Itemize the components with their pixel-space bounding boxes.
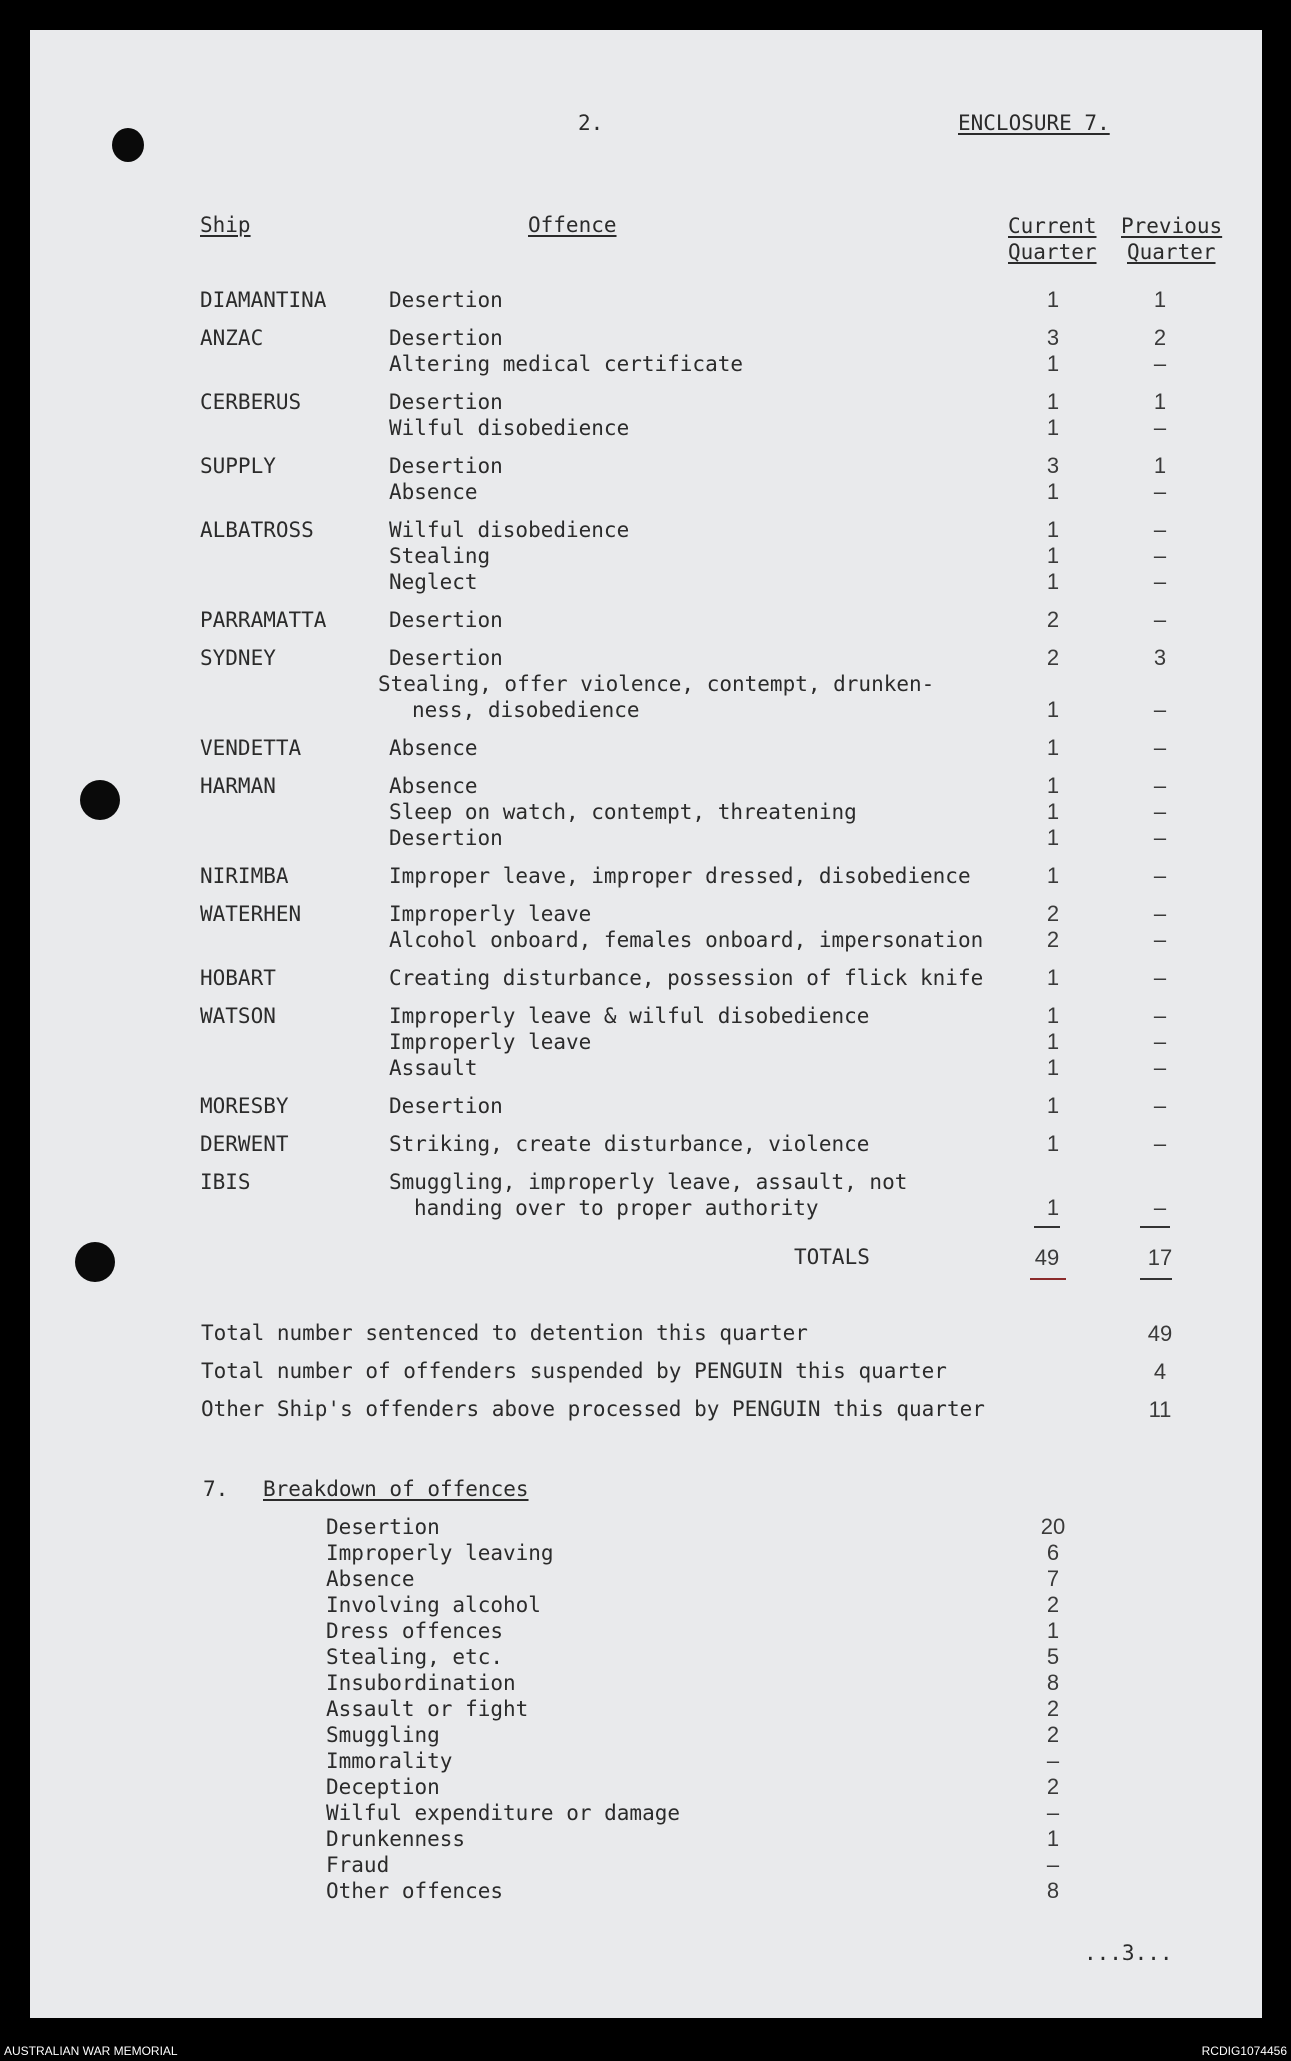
offence-text: Improperly leave [389, 902, 592, 926]
offence-text: Assault [389, 1056, 478, 1080]
list-item-value: 2 [1046, 1592, 1060, 1617]
offence-text: Stealing [389, 544, 491, 568]
offence-text: Improperly leave [389, 1030, 592, 1054]
summary-label: Other Ship's offenders above processed by PENGUIN this quarter [201, 1397, 985, 1421]
current-count: 1 [1046, 1131, 1060, 1156]
list-item: Assault or fight [326, 1697, 529, 1721]
ship-name: MORESBY [200, 1094, 289, 1118]
summary-label: Total number of offenders suspended by PENGUIN this quarter [201, 1359, 947, 1383]
list-item: Absence [326, 1567, 415, 1591]
offence-text: Absence [389, 480, 478, 504]
list-item-value: 2 [1046, 1696, 1060, 1721]
summary-label: Total number sentenced to detention this quarter [201, 1321, 808, 1345]
current-count: 1 [1046, 389, 1060, 414]
section-title: Breakdown of offences [263, 1477, 529, 1501]
footer-archive-name: AUSTRALIAN WAR MEMORIAL [4, 2044, 178, 2058]
totals-rule-current [1034, 1226, 1060, 1228]
offence-text: Desertion [389, 608, 503, 632]
ship-name: PARRAMATTA [200, 608, 327, 632]
page-number: 2. [578, 111, 604, 135]
list-item-value: 8 [1046, 1670, 1060, 1695]
list-item-value: 20 [1040, 1514, 1066, 1539]
enclosure-label: ENCLOSURE 7. [958, 111, 1110, 135]
current-count: 1 [1046, 287, 1060, 312]
offence-text: Desertion [389, 826, 503, 850]
previous-count: – [1153, 351, 1167, 376]
previous-count: – [1153, 607, 1167, 632]
list-item: Improperly leaving [326, 1541, 554, 1565]
previous-count: – [1153, 1055, 1167, 1080]
header-previous-2: Quarter [1127, 240, 1216, 264]
ship-name: SUPPLY [200, 454, 276, 478]
totals-current: 49 [1034, 1245, 1060, 1270]
current-count: 1 [1046, 1195, 1060, 1220]
list-item: Desertion [326, 1515, 440, 1539]
punch-hole-top [112, 128, 144, 162]
offence-text: Improperly leave & wilful disobedience [389, 1004, 870, 1028]
list-item-value: 6 [1046, 1540, 1060, 1565]
previous-count: – [1153, 863, 1167, 888]
list-item-value: – [1046, 1800, 1060, 1825]
offence-text: Desertion [389, 1094, 503, 1118]
current-count: 1 [1046, 735, 1060, 760]
ship-name: ANZAC [200, 326, 264, 350]
previous-count: 2 [1153, 325, 1167, 350]
header-offence: Offence [528, 213, 617, 237]
previous-count: – [1153, 735, 1167, 760]
current-count: 1 [1046, 825, 1060, 850]
previous-count: – [1153, 415, 1167, 440]
offence-text: ness, disobedience [412, 698, 640, 722]
list-item-value: – [1046, 1748, 1060, 1773]
previous-count: – [1153, 1003, 1167, 1028]
header-current-1: Current [1008, 214, 1097, 238]
offence-text: Desertion [389, 326, 503, 350]
current-count: 1 [1046, 1093, 1060, 1118]
previous-count: – [1153, 569, 1167, 594]
previous-count: – [1153, 825, 1167, 850]
current-count: 3 [1046, 453, 1060, 478]
list-item: Immorality [326, 1749, 453, 1773]
offence-text: Sleep on watch, contempt, threatening [389, 800, 857, 824]
ship-name: DIAMANTINA [200, 288, 327, 312]
previous-count: – [1153, 1195, 1167, 1220]
offence-text: Stealing, offer violence, contempt, drunken- [378, 672, 935, 696]
current-count: 1 [1046, 799, 1060, 824]
ship-name: ALBATROSS [200, 518, 314, 542]
offence-text: Neglect [389, 570, 478, 594]
current-count: 2 [1046, 645, 1060, 670]
ship-name: WATSON [200, 1004, 276, 1028]
ship-name: SYDNEY [200, 646, 276, 670]
offence-text: Striking, create disturbance, violence [389, 1132, 870, 1156]
footer-record-id: RCDIG1074456 [1201, 2044, 1287, 2058]
current-count: 1 [1046, 479, 1060, 504]
previous-count: – [1153, 799, 1167, 824]
offence-text: Absence [389, 736, 478, 760]
offence-text: Desertion [389, 390, 503, 414]
current-count: 1 [1046, 697, 1060, 722]
ship-name: DERWENT [200, 1132, 289, 1156]
document-page [30, 30, 1262, 2018]
list-item-value: 7 [1046, 1566, 1060, 1591]
previous-count: – [1153, 517, 1167, 542]
current-count: 3 [1046, 325, 1060, 350]
continuation-marker: ...3... [1084, 1941, 1173, 1965]
previous-count: 1 [1153, 287, 1167, 312]
ship-name: IBIS [200, 1170, 251, 1194]
offence-text: Wilful disobedience [389, 416, 630, 440]
current-count: 2 [1046, 901, 1060, 926]
list-item-value: 1 [1046, 1826, 1060, 1851]
previous-count: – [1153, 479, 1167, 504]
offence-text: Desertion [389, 454, 503, 478]
current-count: 1 [1046, 543, 1060, 568]
punch-hole-middle [80, 780, 120, 820]
current-count: 1 [1046, 517, 1060, 542]
list-item: Dress offences [326, 1619, 504, 1643]
list-item: Deception [326, 1775, 440, 1799]
header-current-2: Quarter [1008, 240, 1097, 264]
offence-text: Wilful disobedience [389, 518, 630, 542]
list-item: Drunkenness [326, 1827, 466, 1851]
list-item-value: 2 [1046, 1774, 1060, 1799]
punch-hole-bottom [75, 1242, 115, 1282]
current-count: 1 [1046, 569, 1060, 594]
current-count: 2 [1046, 927, 1060, 952]
totals-underline-previous [1140, 1278, 1172, 1280]
summary-value: 11 [1148, 1397, 1172, 1422]
offence-text: Smuggling, improperly leave, assault, not [389, 1170, 908, 1194]
list-item: Insubordination [326, 1671, 516, 1695]
summary-value: 49 [1147, 1321, 1173, 1346]
list-item: Wilful expenditure or damage [326, 1801, 681, 1825]
list-item-value: 5 [1046, 1644, 1060, 1669]
previous-count: – [1153, 697, 1167, 722]
ship-name: CERBERUS [200, 390, 302, 414]
ship-name: HARMAN [200, 774, 276, 798]
totals-rule-previous [1140, 1226, 1170, 1228]
previous-count: – [1153, 543, 1167, 568]
totals-underline-current [1030, 1278, 1066, 1280]
previous-count: – [1153, 1029, 1167, 1054]
offence-text: Creating disturbance, possession of flick knife [389, 966, 984, 990]
previous-count: – [1153, 901, 1167, 926]
section-number: 7. [203, 1477, 229, 1501]
current-count: 1 [1046, 863, 1060, 888]
list-item-value: 1 [1046, 1618, 1060, 1643]
current-count: 1 [1046, 1055, 1060, 1080]
offence-text: handing over to proper authority [414, 1196, 819, 1220]
current-count: 1 [1046, 415, 1060, 440]
list-item: Fraud [326, 1853, 390, 1877]
ship-name: VENDETTA [200, 736, 302, 760]
list-item: Smuggling [326, 1723, 440, 1747]
ship-name: HOBART [200, 966, 276, 990]
list-item-value: 2 [1046, 1722, 1060, 1747]
ship-name: NIRIMBA [200, 864, 289, 888]
header-previous-1: Previous [1121, 214, 1223, 238]
list-item-value: – [1046, 1852, 1060, 1877]
totals-label: TOTALS [794, 1245, 870, 1269]
list-item: Stealing, etc. [326, 1645, 504, 1669]
current-count: 2 [1046, 607, 1060, 632]
ship-name: WATERHEN [200, 902, 302, 926]
offence-text: Alcohol onboard, females onboard, impersonation [389, 928, 984, 952]
list-item-value: 8 [1046, 1878, 1060, 1903]
offence-text: Desertion [389, 288, 503, 312]
header-ship: Ship [200, 213, 251, 237]
previous-count: – [1153, 965, 1167, 990]
offence-text: Absence [389, 774, 478, 798]
previous-count: 3 [1153, 645, 1167, 670]
list-item: Other offences [326, 1879, 504, 1903]
summary-value: 4 [1153, 1359, 1167, 1384]
current-count: 1 [1046, 351, 1060, 376]
current-count: 1 [1046, 965, 1060, 990]
current-count: 1 [1046, 1003, 1060, 1028]
previous-count: 1 [1153, 453, 1167, 478]
current-count: 1 [1046, 773, 1060, 798]
previous-count: – [1153, 927, 1167, 952]
previous-count: – [1153, 1131, 1167, 1156]
current-count: 1 [1046, 1029, 1060, 1054]
offence-text: Improper leave, improper dressed, disobedience [389, 864, 971, 888]
offence-text: Altering medical certificate [389, 352, 744, 376]
list-item: Involving alcohol [326, 1593, 541, 1617]
previous-count: – [1153, 1093, 1167, 1118]
totals-previous: 17 [1147, 1245, 1173, 1270]
previous-count: 1 [1153, 389, 1167, 414]
previous-count: – [1153, 773, 1167, 798]
offence-text: Desertion [389, 646, 503, 670]
